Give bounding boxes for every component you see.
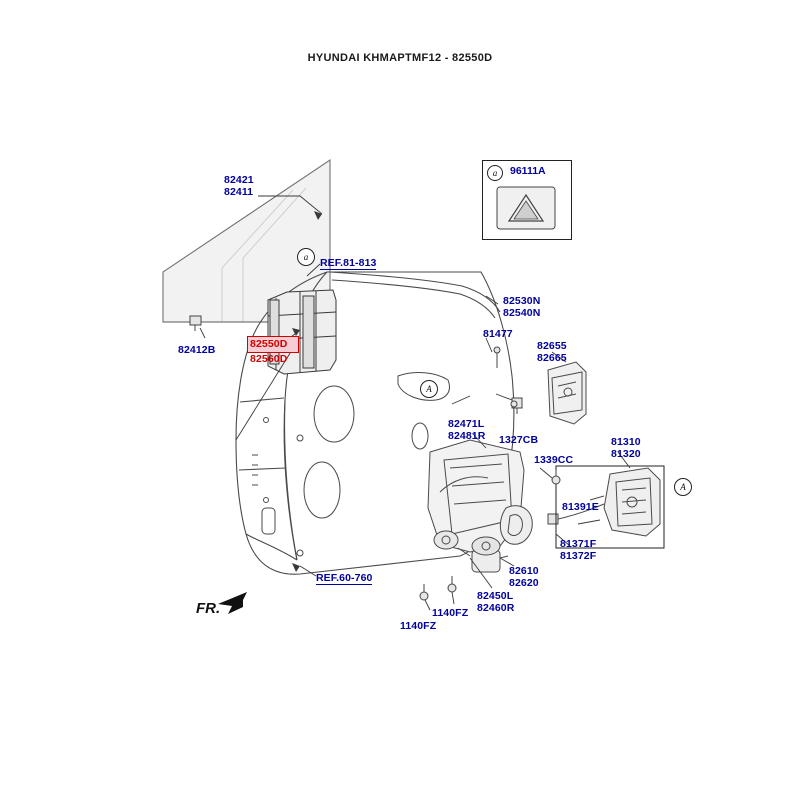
label-81310-line1: 81310	[611, 436, 641, 448]
label-ref-81-813[interactable]	[320, 257, 376, 269]
label-81371f-81372f	[560, 538, 596, 562]
inside-handle-82450l	[500, 506, 532, 545]
label-82560d-line2: 82560D	[250, 353, 288, 365]
label-82610-line1: 82610	[509, 565, 539, 577]
label-82550d-line1: 82550D	[250, 338, 288, 350]
label-1339cc	[534, 454, 573, 466]
label-81371f-line1: 81371F	[560, 538, 597, 550]
label-82471l-line1: 82471L	[448, 418, 485, 430]
window-frame-82530n	[330, 272, 500, 318]
label-81372f-line2: 81372F	[560, 550, 597, 562]
label-81391e	[562, 501, 599, 513]
label-82421-line1: 82421	[224, 174, 254, 186]
label-82481r-line2: 82481R	[448, 430, 486, 442]
fastener-1339cc	[552, 470, 560, 484]
label-82655-line1: 82655	[537, 340, 567, 352]
label-82530n-line1: 82530N	[503, 295, 541, 307]
fastener-1140fz-b	[448, 576, 456, 592]
fr-direction-arrow	[218, 592, 247, 614]
label-81391e-line1: 81391E	[562, 501, 599, 513]
fastener-1327cb-2	[511, 401, 517, 407]
label-1140fz-b	[400, 620, 436, 632]
label-82610-82620	[509, 565, 539, 589]
label-82471l-82481r	[448, 418, 485, 442]
label-82411-line2: 82411	[224, 186, 254, 198]
label-82655-82665	[537, 340, 567, 364]
label-82550d-82560d	[250, 338, 287, 350]
label-82450l-82460r	[477, 590, 514, 614]
label-82412b-line1: 82412B	[178, 344, 216, 356]
fastener-1140fz-a	[420, 584, 428, 600]
label-1140fz-b-line1: 1140FZ	[400, 620, 437, 632]
label-1140fz-a-line1: 1140FZ	[432, 607, 469, 619]
label-1327cb-line1: 1327CB	[499, 434, 539, 446]
outside-handle-82655	[548, 362, 586, 424]
label-82421-82411	[224, 174, 254, 198]
label-1339cc-line1: 1339CC	[534, 454, 574, 466]
label-81477-line1: 81477	[483, 328, 513, 340]
glass-clip-82412b	[190, 316, 201, 331]
screw-81477	[494, 347, 500, 368]
label-82665-line2: 82665	[537, 352, 567, 364]
label-82620-line2: 82620	[509, 577, 539, 589]
label-81320-line2: 81320	[611, 448, 641, 460]
label-81310-81320	[611, 436, 641, 460]
label-ref-60-760-text: REF.60-760	[316, 572, 373, 584]
front-direction-label: FR.	[196, 600, 221, 617]
label-82412b	[178, 344, 215, 356]
page-title: HYUNDAI KHMAPTMF12 - 82550D	[307, 52, 493, 64]
label-82450l-line1: 82450L	[477, 590, 514, 602]
label-1140fz-a	[432, 607, 468, 619]
key-box-part-number: 96111A	[510, 165, 546, 177]
label-82540n-line2: 82540N	[503, 307, 541, 319]
label-82560d	[250, 353, 287, 365]
door-latch-81310	[590, 468, 660, 536]
callout-a-right: A	[674, 478, 692, 496]
label-82530n-82540n	[503, 295, 540, 319]
label-1327cb	[499, 434, 538, 446]
label-ref-60-760[interactable]	[316, 572, 372, 584]
door-inner-cutouts	[252, 373, 450, 556]
callout-a-center: A	[420, 380, 438, 398]
callout-a-keybox: a	[487, 165, 503, 181]
label-82460r-line2: 82460R	[477, 602, 515, 614]
label-81477	[483, 328, 513, 340]
callout-a-upper: a	[297, 248, 315, 266]
label-ref-81-813-text: REF.81-813	[320, 257, 377, 269]
